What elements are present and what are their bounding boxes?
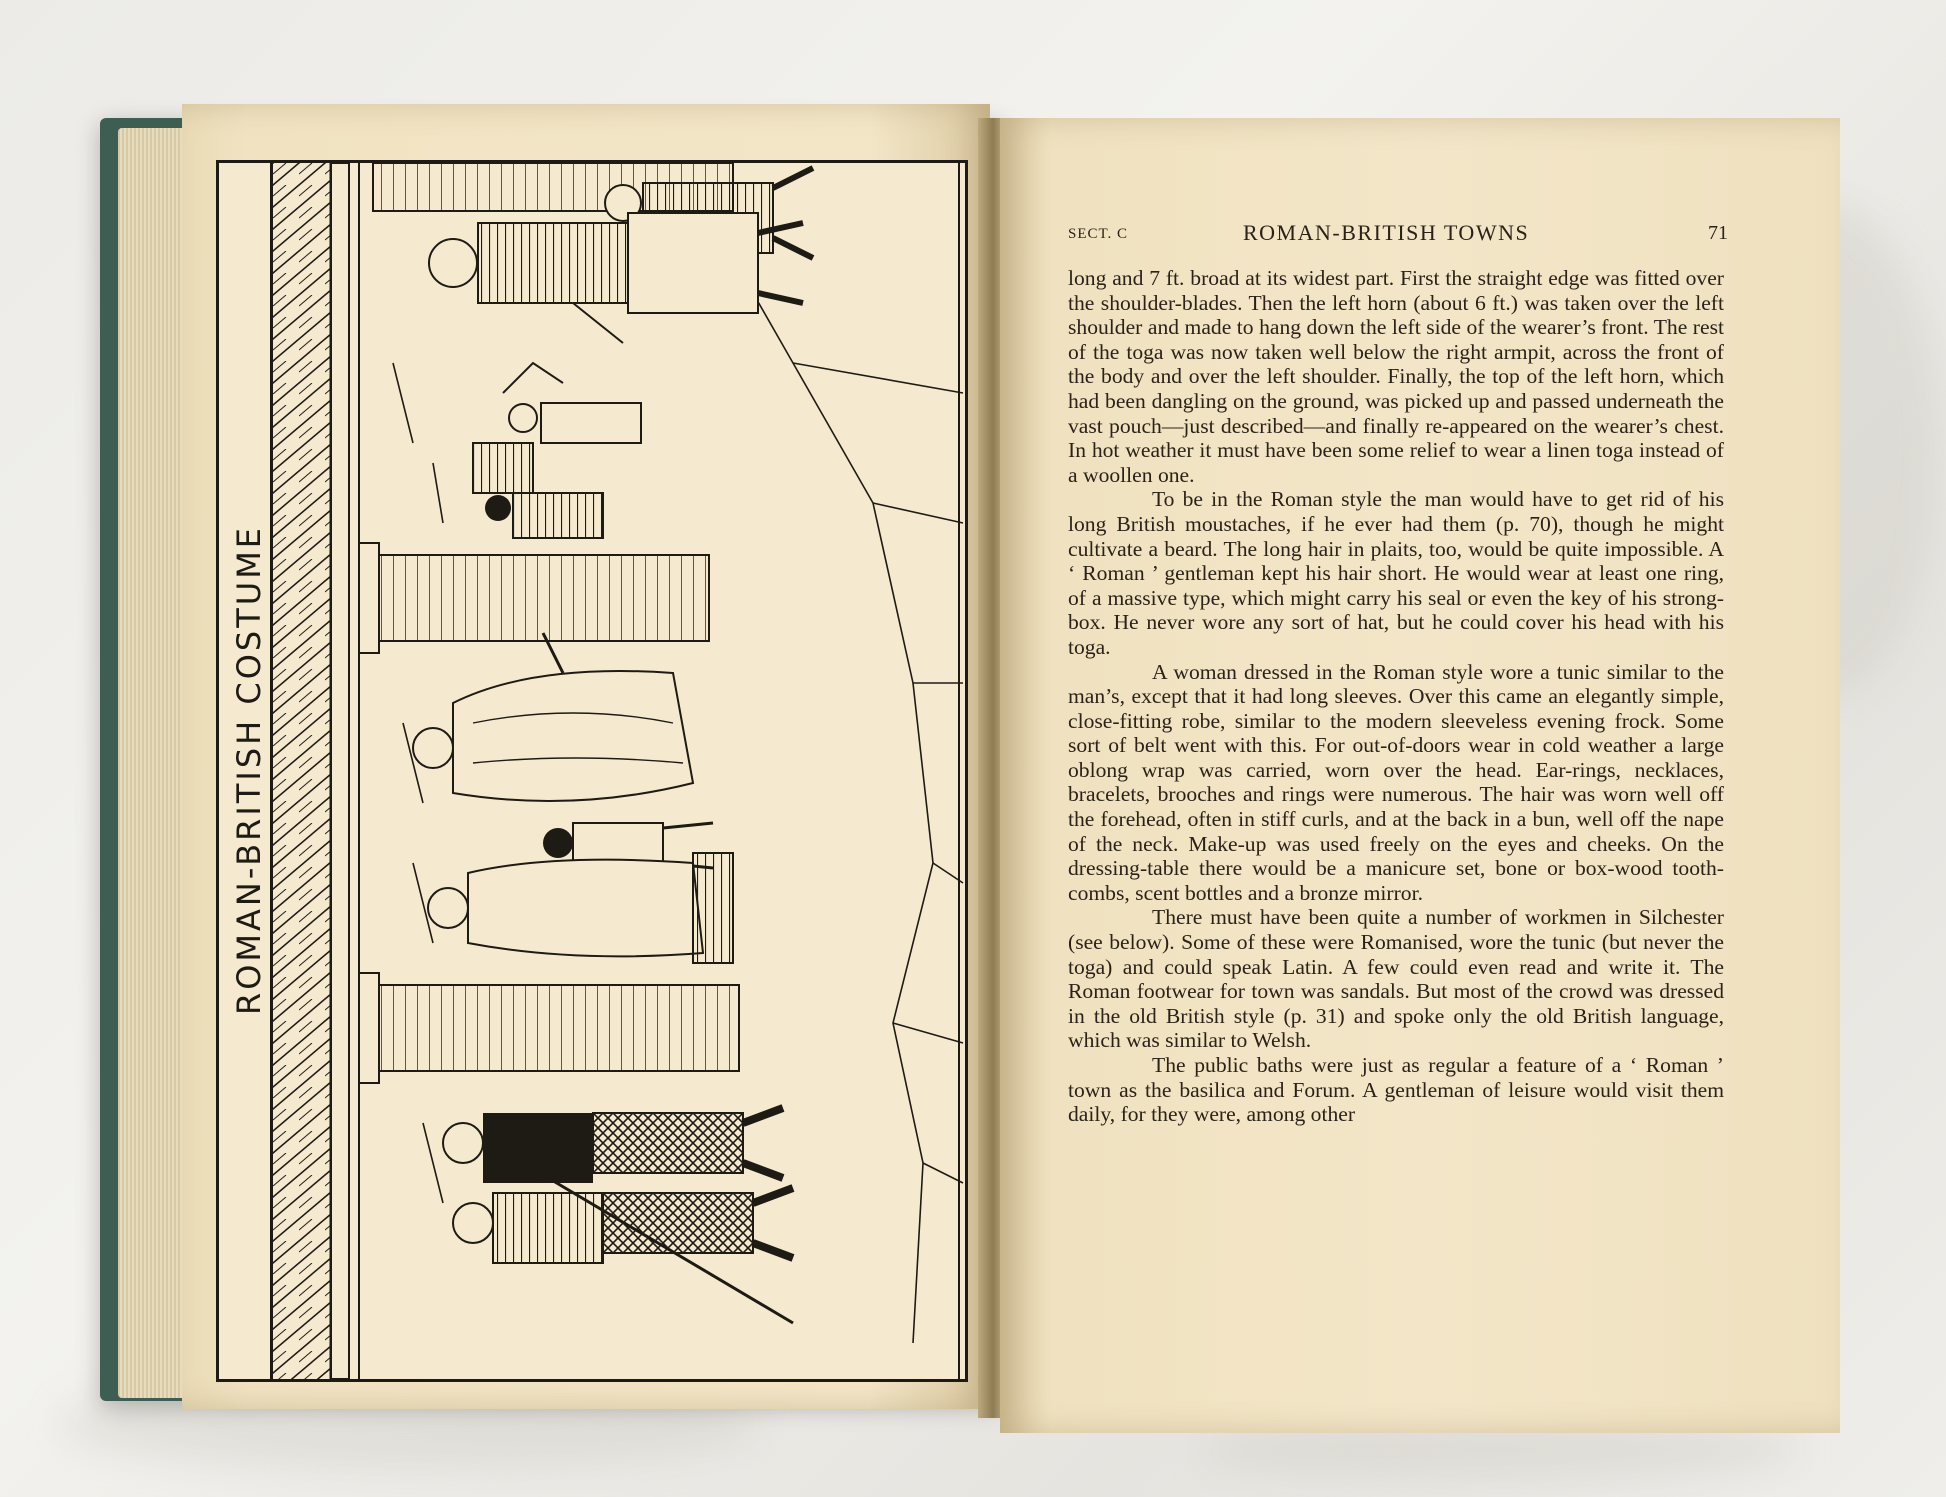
running-head <box>1068 220 1728 250</box>
page-number: 71 <box>1708 222 1728 244</box>
wall-pattern <box>273 163 331 1379</box>
body-text <box>1068 266 1724 1127</box>
figure-man-toga <box>413 633 693 801</box>
running-title: ROMAN-BRITISH TOWNS <box>1243 220 1530 245</box>
illustration-title-strip <box>219 163 273 1379</box>
costume-scene-drawing <box>273 163 965 1379</box>
column-bottom <box>359 973 739 1083</box>
figure-woman-robe <box>428 853 733 963</box>
figure-workman-1 <box>443 1108 783 1183</box>
paragraph: A woman dressed in the Roman style wore a tunic similar to the man’s, except that it had long sleeves. Over this came an elegantly simple, close-fitting robe, similar to the modern sleeveless evening frock. Some sort of belt went with this. For out-of-doors wear in cold weather a large oblong wrap was carried, worn over the head. Ear-rings, necklaces, bracelets, brooches and rings were numerous. The hair was worn well off the forehead, often in stiff curls, and at the back in a bun, well off the nape of the neck. Make-up was used freely on the eyes and cheeks. On the dressing-table there would be a manicure set, bone or box-wood tooth-combs, scent bottles and a bronze mirror. <box>1068 659 1724 905</box>
illustration <box>216 160 968 1382</box>
figure-child-flowers <box>473 363 641 538</box>
costume-scene <box>273 163 965 1379</box>
section-label: SECT. C <box>1068 226 1129 242</box>
column-middle <box>359 543 709 653</box>
paragraph: To be in the Roman style the man would have to get rid of his long British moustaches, if he ever had them (p. 70), though he might cultivate a beard. The long hair in plaits, too, would be quite impossible. A ‘ Roman ’ gentleman kept his hair short. He would wear at least one ring, of a massive type, which might carry his seal or even the key of his strong-box. He never wore any sort of hat, but he could cover his head with his toga. <box>1068 487 1724 659</box>
paragraph: The public baths were just as regular a feature of a ‘ Roman ’ town as the basilica and Forum. A gentleman of leisure would visit them daily, for they were, among other <box>1068 1053 1724 1127</box>
figure-workman-2 <box>453 1163 793 1323</box>
paragraph: There must have been quite a number of workmen in Silchester (see below). Some of these were Romanised, wore the tunic (but never the toga) and could speak Latin. A few could even read and write it. The Roman footwear for town was sandals. But most of the crowd was dressed in the old British style (p. 31) and spoke only the old British language, which was similar to Welsh. <box>1068 905 1724 1053</box>
paragraph: long and 7 ft. broad at its widest part. First the straight edge was fitted over the shoulder-blades. Then the left horn (about 6 ft.) was taken over the left shoulder and made to hang down the left side of the wearer’s front. The rest of the toga was now taken well below the right armpit, across the front of the body and over the left shoulder. Finally, the top of the left horn, which had been dangling on the ground, was picked up and passed underneath the vast pouch—just described—and finally re-appeared on the wearer’s chest. In hot weather it must have been some relief to wear a linen toga instead of a woollen one. <box>1068 266 1724 487</box>
figure-woman-top <box>429 213 803 343</box>
illustration-title: ROMAN-BRITISH COSTUME <box>230 524 268 1016</box>
